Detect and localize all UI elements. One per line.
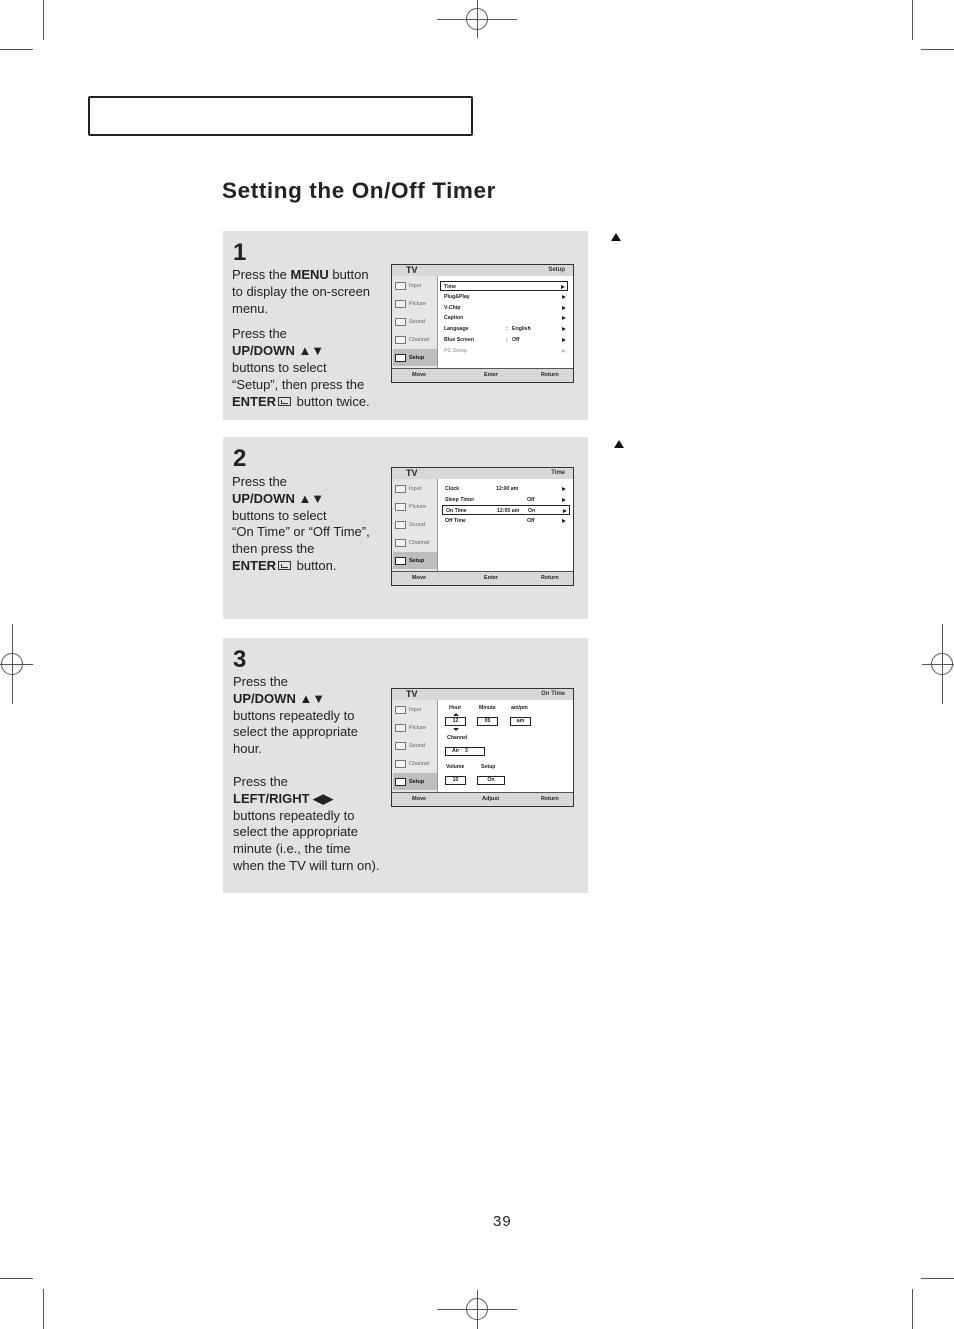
section-header-box: [88, 96, 473, 136]
enter-icon: [278, 397, 291, 406]
instruction-line: UP/DOWN ▲▼: [232, 343, 325, 359]
setup-value: On: [477, 776, 505, 785]
ampm-value: am: [510, 717, 531, 726]
osd-menu-setup: Setup: [393, 552, 437, 569]
osd-menu-input: Input: [393, 701, 437, 718]
osd-title-bar: [392, 468, 573, 479]
volume-label: Volume: [446, 764, 465, 770]
osd-row-clock: Clock 12:00 am: [440, 484, 568, 494]
right-arrow-icon: [562, 487, 566, 491]
osd-bottom-bar: [392, 792, 573, 806]
osd-row-on-time: On Time 12:05 am On: [442, 505, 570, 515]
instruction-line: “Setup”, then press the: [232, 376, 365, 392]
input-icon: [395, 706, 406, 714]
right-arrow-icon: [562, 338, 566, 342]
instruction-line: Press the MENU button: [232, 267, 369, 282]
osd-bottom-bar: [392, 571, 573, 585]
osd-row-vchip: V-Chip: [440, 303, 568, 313]
instruction-line: select the appropriate: [233, 824, 359, 840]
minute-value: 05: [477, 717, 498, 726]
crop-mark: [921, 49, 954, 50]
osd-row-off-time: Off Time Off: [440, 516, 568, 526]
osd-enter: Enter: [484, 575, 499, 581]
instruction-line: buttons repeatedly to: [233, 707, 355, 723]
osd-menu-picture: Picture: [393, 498, 437, 515]
osd-title-bar: [392, 689, 573, 700]
instruction-line: then press the: [232, 541, 315, 557]
osd-bottom-bar: [392, 368, 573, 382]
osd-menu-setup: Setup: [393, 349, 437, 366]
osd-return: Return: [541, 372, 559, 378]
right-arrow-icon: [562, 519, 566, 523]
osd-tv-label: TV: [406, 468, 418, 478]
instruction-line: ENTER button.: [232, 557, 337, 573]
right-arrow-icon: [561, 285, 565, 289]
instruction-line: hour.: [233, 741, 262, 757]
osd-setup-menu: [391, 264, 574, 383]
crop-mark: [912, 1289, 913, 1329]
instruction-line: select the appropriate: [233, 724, 359, 740]
instruction-line: buttons to select: [232, 507, 327, 523]
osd-return: Return: [541, 796, 559, 802]
setup-icon: [395, 778, 406, 786]
instruction-line: Press the: [232, 474, 287, 489]
input-icon: [395, 485, 406, 493]
osd-row-sleep-timer: Sleep Timer Off: [440, 495, 568, 505]
channel-icon: [395, 539, 406, 547]
channel-icon: [395, 760, 406, 768]
osd-header: Time: [551, 470, 565, 476]
picture-icon: [395, 300, 406, 308]
right-arrow-icon: [562, 316, 566, 320]
volume-value: 10: [445, 776, 466, 785]
osd-tv-label: TV: [406, 689, 418, 699]
osd-menu-input: Input: [393, 480, 437, 497]
input-icon: [395, 282, 406, 290]
hour-value: 12: [445, 717, 466, 726]
right-arrow-icon: [562, 295, 566, 299]
picture-icon: [395, 724, 406, 732]
osd-menu-channel: Channel: [393, 331, 437, 348]
step-number: 1: [233, 239, 247, 266]
right-arrow-icon: [562, 306, 566, 310]
instruction-line: buttons repeatedly to: [233, 807, 355, 823]
instruction-line: buttons to select: [232, 359, 327, 375]
crop-mark: [0, 49, 33, 50]
instruction-line: Press the: [232, 326, 287, 342]
osd-sidebar: [392, 276, 438, 369]
crop-mark: [0, 1278, 33, 1279]
channel-value: Air 3: [445, 747, 485, 756]
osd-menu-channel: Channel: [393, 534, 437, 551]
instruction-line: Press the: [233, 674, 288, 689]
crop-mark: [921, 1278, 954, 1279]
osd-row-language: Language : English: [440, 324, 568, 334]
osd-sidebar: [392, 479, 438, 572]
osd-enter: Enter: [484, 372, 499, 378]
channel-icon: [395, 336, 406, 344]
setup-label: Setup: [481, 764, 496, 770]
instruction-line: UP/DOWN ▲▼: [233, 690, 326, 706]
osd-menu-setup: Setup: [393, 773, 437, 790]
osd-move: Move: [412, 372, 427, 378]
osd-sidebar: [392, 700, 438, 793]
osd-menu-picture: Picture: [393, 295, 437, 312]
osd-on-time-menu: [391, 688, 574, 807]
ampm-label: am/pm: [511, 705, 528, 711]
sound-icon: [395, 521, 406, 529]
instruction-line: UP/DOWN ▲▼: [232, 490, 325, 506]
sound-icon: [395, 742, 406, 750]
crop-mark: [912, 0, 913, 40]
instruction-line: LEFT/RIGHT ◀▶: [233, 790, 334, 806]
setup-icon: [395, 354, 406, 362]
osd-adjust: Adjust: [482, 796, 500, 802]
crop-mark: [43, 0, 44, 40]
osd-move: Move: [412, 575, 427, 581]
page-number: 39: [493, 1213, 512, 1230]
osd-menu-picture: Picture: [393, 719, 437, 736]
right-arrow-icon: [562, 498, 566, 502]
picture-icon: [395, 503, 406, 511]
osd-header: On Time: [541, 691, 565, 697]
up-triangle-icon: [614, 440, 624, 448]
osd-return: Return: [541, 575, 559, 581]
osd-row-caption: Caption: [440, 313, 568, 323]
osd-move: Move: [412, 796, 427, 802]
right-arrow-icon: [563, 509, 567, 513]
step-instructions: [232, 474, 370, 575]
step-number: 2: [233, 445, 247, 472]
channel-label: Channel: [447, 735, 468, 741]
instruction-line: to display the on-screen: [232, 283, 371, 299]
step-number: 3: [233, 646, 247, 673]
right-arrow-icon: [562, 327, 566, 331]
instruction-line: minute (i.e., the time: [233, 841, 351, 857]
instruction-line: ENTER button twice.: [232, 393, 370, 409]
instruction-line: menu.: [232, 300, 269, 316]
osd-menu-sound: Sound: [393, 737, 437, 754]
step-2-panel: [223, 437, 588, 619]
osd-menu-sound: Sound: [393, 313, 437, 330]
osd-row-pc-setup: PC Setup: [440, 346, 568, 356]
hour-label: Hour: [449, 705, 462, 711]
osd-menu-sound: Sound: [393, 516, 437, 533]
sound-icon: [395, 318, 406, 326]
osd-menu-channel: Channel: [393, 755, 437, 772]
up-triangle-icon: [611, 233, 621, 241]
osd-header: Setup: [548, 267, 565, 273]
osd-time-menu: [391, 467, 574, 586]
up-arrow-icon: [453, 713, 459, 716]
osd-menu-input: Input: [393, 277, 437, 294]
step-3-panel: [223, 638, 588, 893]
osd-title-bar: [392, 265, 573, 276]
crop-mark: [43, 1289, 44, 1329]
step-instructions: [232, 267, 370, 410]
osd-row-blue-screen: Blue Screen : Off: [440, 335, 568, 345]
step-instructions: [233, 674, 379, 875]
page-title: Setting the On/Off Timer: [222, 178, 496, 203]
osd-row-plugplay: Plug&Play: [440, 292, 568, 302]
instruction-line: “On Time” or “Off Time”,: [232, 524, 370, 540]
enter-icon: [278, 561, 291, 570]
minute-label: Minute: [479, 705, 496, 711]
instruction-line: Press the: [233, 773, 288, 789]
step-1-panel: [223, 231, 588, 420]
osd-row-time: Time: [440, 281, 568, 291]
osd-tv-label: TV: [406, 265, 418, 275]
setup-icon: [395, 557, 406, 565]
right-arrow-icon: [562, 349, 566, 353]
instruction-line: when the TV will turn on).: [233, 857, 380, 873]
down-arrow-icon: [453, 728, 459, 731]
